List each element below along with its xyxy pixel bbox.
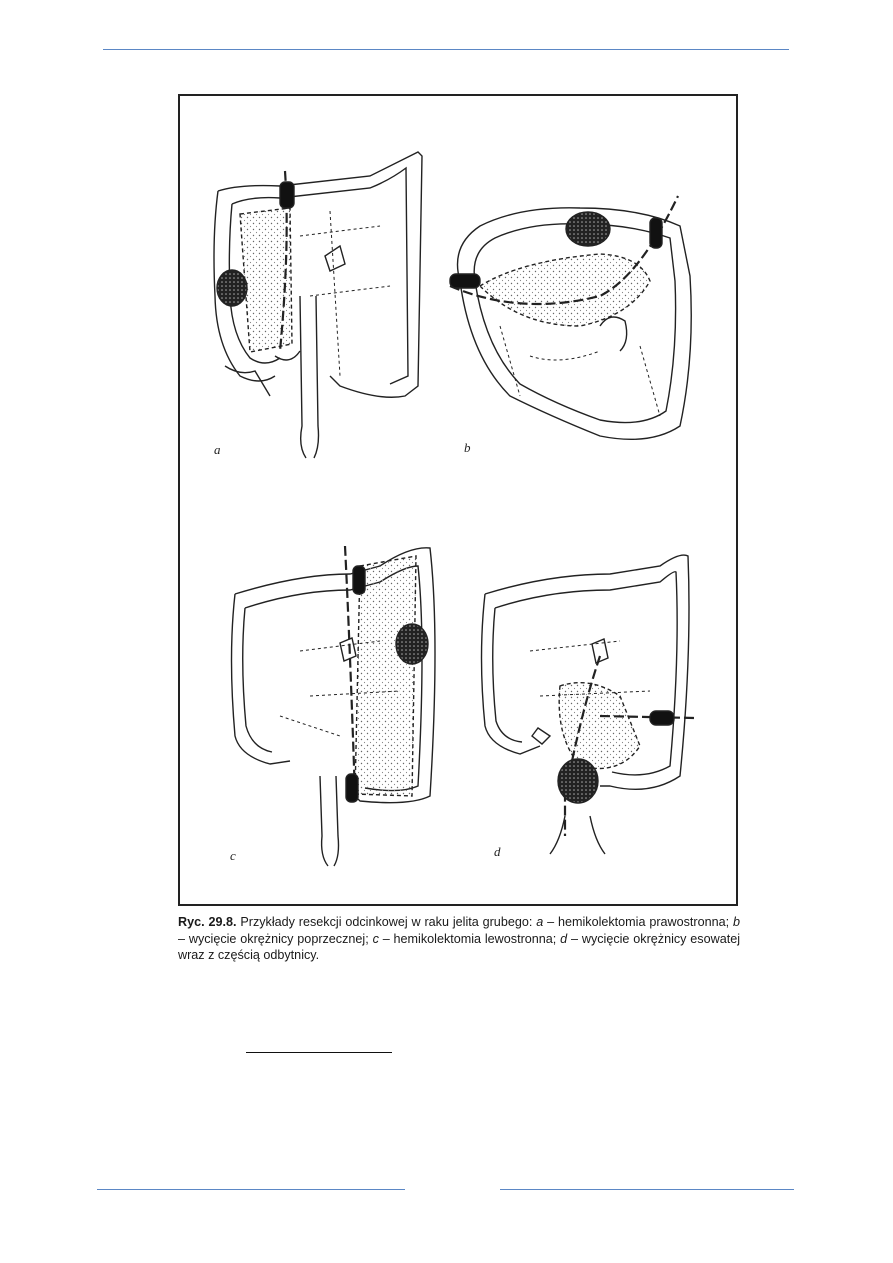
figure-caption xyxy=(178,914,740,964)
panel-b-drawing xyxy=(450,196,691,439)
caption-label: Ryc. 29.8. xyxy=(178,915,237,929)
panel-label-d: d xyxy=(494,844,501,859)
caption-text-c: – hemikolektomia lewostronna; xyxy=(382,931,557,946)
figure-frame xyxy=(178,94,738,906)
caption-letter-d: d xyxy=(560,931,568,946)
panel-d-drawing xyxy=(482,555,696,854)
caption-letter-c: c xyxy=(372,931,379,946)
footer-rule-right xyxy=(500,1189,794,1190)
caption-text-b: – wycięcie okrężnicy poprzecznej; xyxy=(178,931,369,946)
panel-label-c: c xyxy=(230,848,236,863)
caption-letter-a: a xyxy=(536,915,544,929)
panel-a-drawing xyxy=(214,152,422,458)
caption-letter-b: b xyxy=(733,915,741,929)
panel-label-b: b xyxy=(464,440,471,455)
footer-rule-left xyxy=(97,1189,405,1190)
footnote-rule xyxy=(246,1052,392,1053)
caption-text-a: – hemikolektomia prawostronna; xyxy=(547,915,730,929)
colon-resection-illustration xyxy=(180,96,736,904)
caption-intro: Przykłady resekcji odcinkowej w raku jelita grubego: xyxy=(240,915,533,929)
caption-text-d: – wycięcie okrężnicy esowatej wraz z częścią odbytnicy. xyxy=(178,931,741,962)
panel-c-drawing xyxy=(232,546,436,866)
header-rule xyxy=(103,49,789,50)
panel-label-a: a xyxy=(214,442,221,457)
